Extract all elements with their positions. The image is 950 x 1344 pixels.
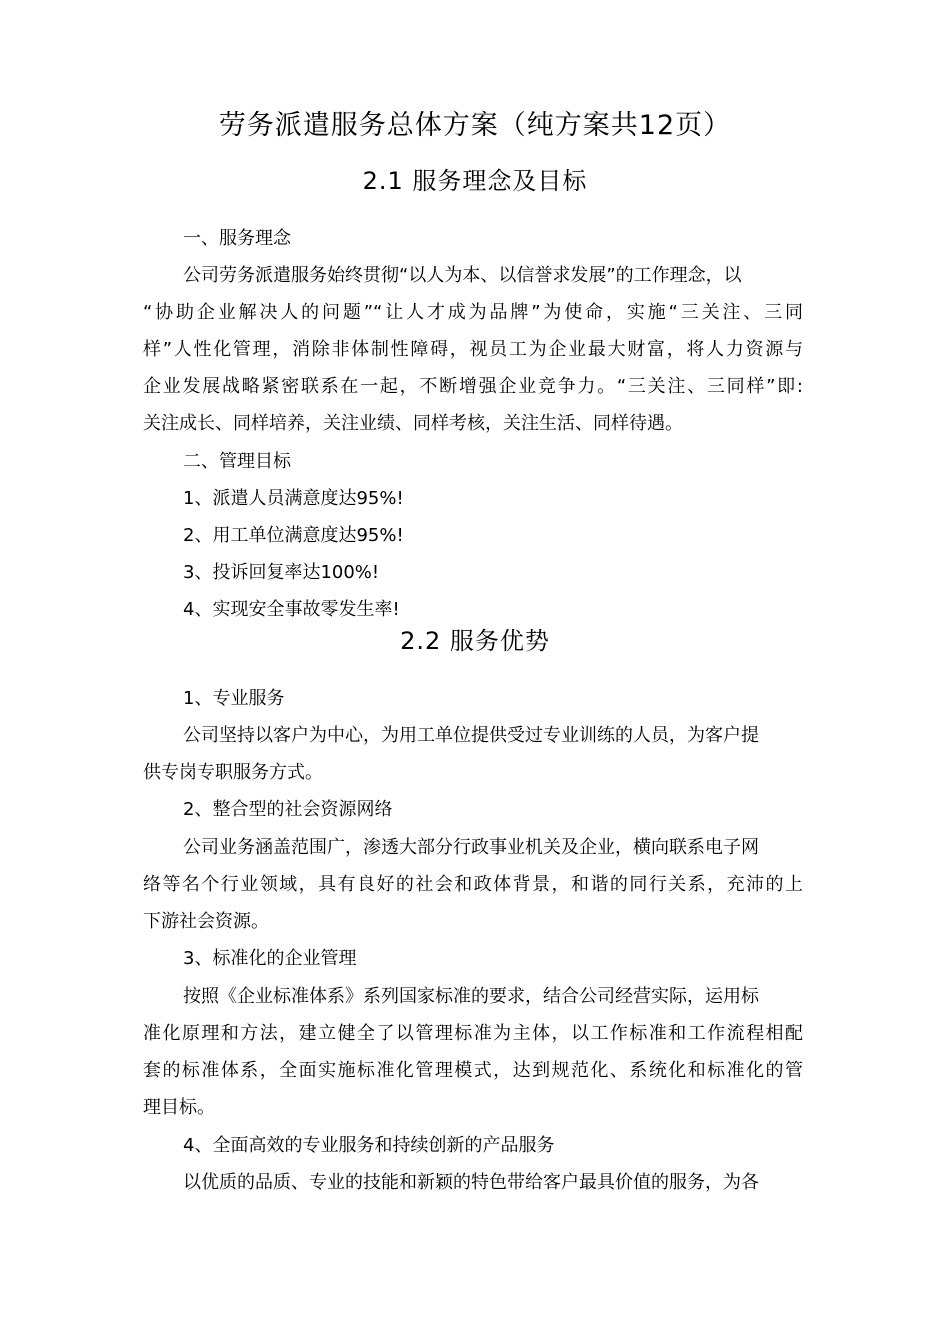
paragraph-line: 套的标准体系，全面实施标准化管理模式，达到规范化、系统化和标准化的管 [143,1060,803,1081]
list-item: 4、实现安全事故零发生率! [183,599,400,620]
subheading-efficient-service: 4、全面高效的专业服务和持续创新的产品服务 [183,1135,555,1156]
paragraph-line: 按照《企业标准体系》系列国家标准的要求，结合公司经营实际，运用标 [183,986,759,1007]
list-item: 1、派遣人员满意度达95%! [183,488,404,509]
paragraph-line: 理目标。 [143,1097,215,1118]
paragraph-line: 以优质的品质、专业的技能和新颖的特色带给客户最具价值的服务，为各 [183,1172,759,1193]
paragraph-line: 公司劳务派遣服务始终贯彻“以人为本、以信誉求发展”的工作理念，以 [183,265,742,286]
subheading-management-goals: 二、管理目标 [183,451,291,472]
section-heading-2-1: 2.1 服务理念及目标 [362,167,588,195]
paragraph-line: 准化原理和方法，建立健全了以管理标准为主体，以工作标准和工作流程相配 [143,1023,803,1044]
list-item: 3、投诉回复率达100%! [183,562,380,583]
paragraph-line: 络等名个行业领域，具有良好的社会和政体背景，和谐的同行关系，充沛的上 [143,874,803,895]
list-item: 2、用工单位满意度达95%! [183,525,404,546]
section-heading-2-2: 2.2 服务优势 [400,627,550,655]
paragraph-line: 公司坚持以客户为中心，为用工单位提供受过专业训练的人员，为客户提 [183,725,759,746]
paragraph-line: 下游社会资源。 [143,911,269,932]
paragraph-line: 企业发展战略紧密联系在一起，不断增强企业竞争力。“三关注、三同样”即: [143,376,803,397]
paragraph-line: 供专岗专职服务方式。 [143,762,323,783]
paragraph-line: 样”人性化管理，消除非体制性障碍，视员工为企业最大财富，将人力资源与 [143,339,803,360]
paragraph-line: “协助企业解决人的问题”“让人才成为品牌”为使命，实施“三关注、三同 [143,302,803,323]
subheading-service-philosophy: 一、服务理念 [183,228,291,249]
paragraph-line: 关注成长、同样培养，关注业绩、同样考核，关注生活、同样待遇。 [143,413,683,434]
document-title: 劳务派遣服务总体方案（纯方案共12页） [218,110,732,141]
subheading-resource-network: 2、整合型的社会资源网络 [183,799,393,820]
paragraph-line: 公司业务涵盖范围广，渗透大部分行政事业机关及企业，横向联系电子网 [183,837,759,858]
subheading-professional-service: 1、专业服务 [183,688,285,709]
subheading-standardized-management: 3、标准化的企业管理 [183,948,357,969]
